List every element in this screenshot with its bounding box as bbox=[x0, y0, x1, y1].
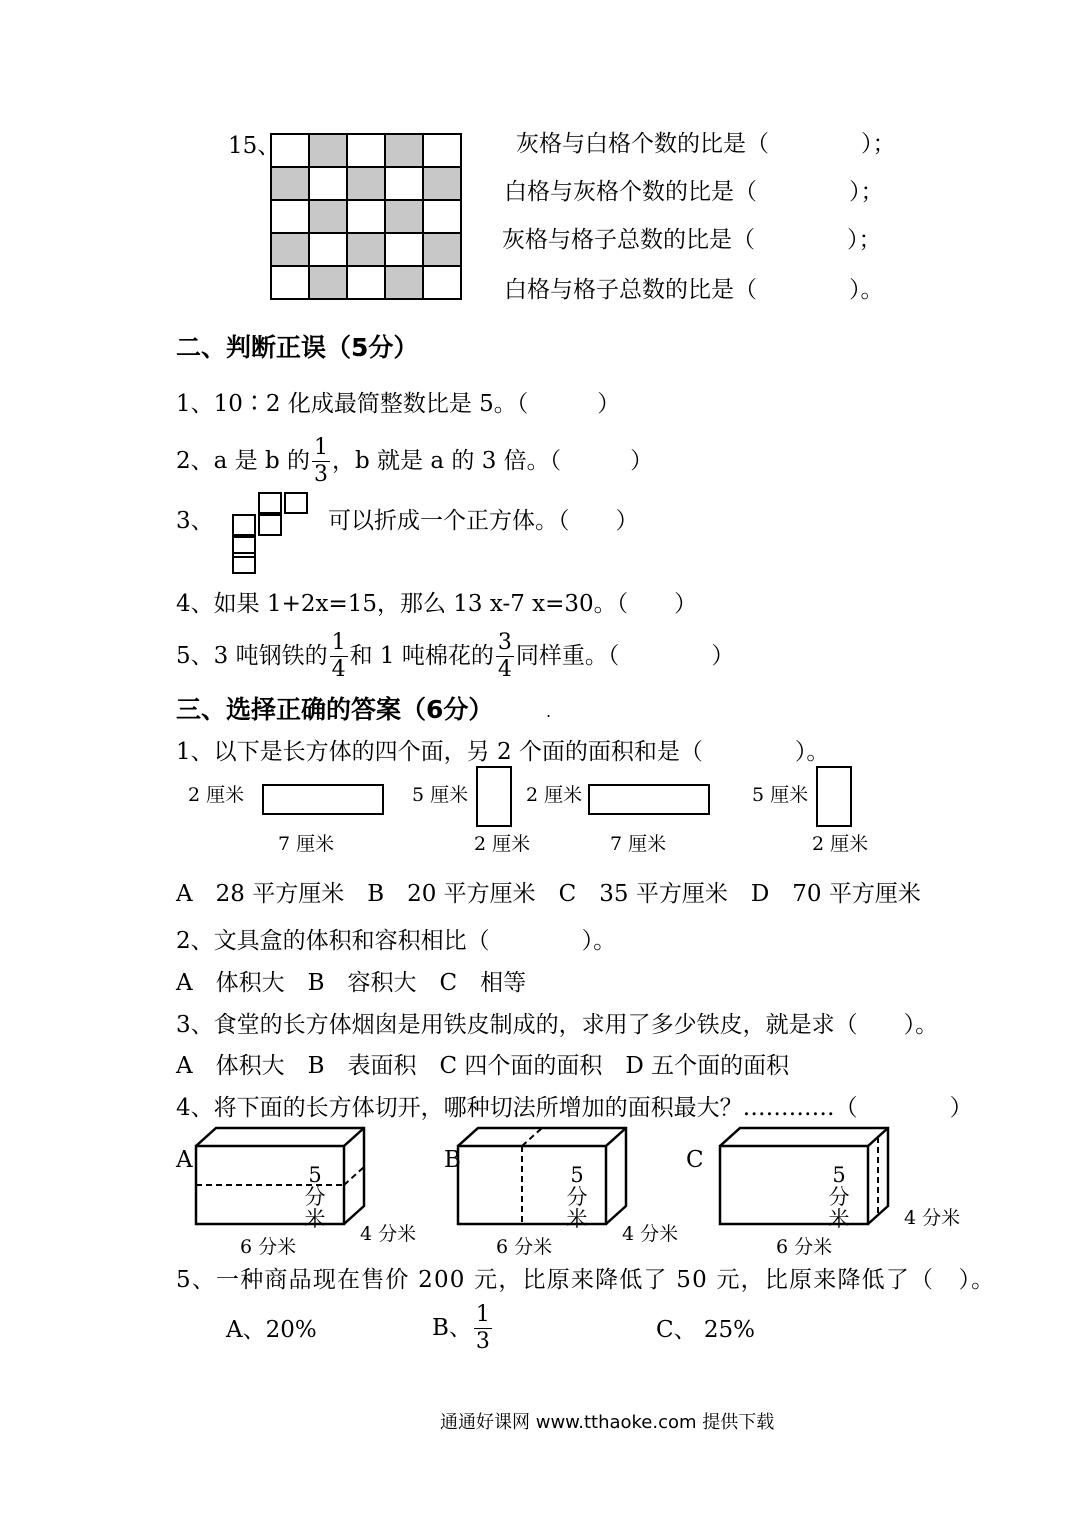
fraction-one-third-option bbox=[474, 1301, 492, 1354]
page-footer: 通通好课网 www.tthaoke.com 提供下载 bbox=[440, 1412, 775, 1433]
q15-line-4: 白格与格子总数的比是（ ）。 bbox=[504, 277, 884, 303]
s3-q2-options: A 体积大 B 容积大 C 相等 bbox=[176, 970, 527, 996]
s3-q5: 5、一种商品现在售价 200 元，比原来降低了 50 元，比原来降低了（ ）。 bbox=[176, 1267, 996, 1293]
face1-height-label: 2 厘米 bbox=[188, 784, 245, 806]
numerator: 1 bbox=[314, 434, 329, 460]
face4-width-label: 2 厘米 bbox=[812, 833, 869, 855]
stray-dot: . bbox=[546, 702, 552, 721]
s2-q5-pre: 5、3 吨钢铁的 bbox=[176, 643, 328, 669]
s3-q1: 1、以下是长方体的四个面，另 2 个面的面积和是（ ）。 bbox=[176, 739, 830, 765]
fraction-one-third bbox=[312, 434, 330, 487]
s2-q3-number: 3、 bbox=[176, 508, 214, 534]
box-b-width-label: 6 分米 bbox=[496, 1236, 553, 1258]
face4-height-label: 5 厘米 bbox=[752, 784, 809, 806]
face3-width-label: 7 厘米 bbox=[610, 833, 667, 855]
q15-line-1: 灰格与白格个数的比是（ ）； bbox=[516, 131, 896, 157]
checker-grid bbox=[270, 133, 462, 300]
face4-rect bbox=[816, 766, 852, 827]
s2-q5 bbox=[176, 626, 734, 686]
s3-q5-option-a: A、20% bbox=[226, 1317, 317, 1343]
face3-height-label: 2 厘米 bbox=[526, 784, 583, 806]
fraction-three-quarters bbox=[496, 629, 514, 682]
section3-title: 三、选择正确的答案（6分） bbox=[176, 695, 494, 724]
s2-q5-mid: 和 1 吨棉花的 bbox=[349, 643, 494, 669]
face2-width-label: 2 厘米 bbox=[474, 833, 531, 855]
s3-q2: 2、文具盒的体积和容积相比（ ）。 bbox=[176, 928, 617, 954]
fraction-one-quarter bbox=[330, 629, 348, 682]
s3-q4: 4、将下面的长方体切开，哪种切法所增加的面积最大？…………（ ） bbox=[176, 1095, 973, 1121]
s2-q2 bbox=[176, 431, 653, 491]
box-b-figure bbox=[456, 1126, 628, 1226]
s3-q3: 3、食堂的长方体烟囱是用铁皮制成的，求用了多少铁皮，就是求（ ）。 bbox=[176, 1012, 939, 1038]
s3-q5-option-c: C、 25% bbox=[656, 1317, 756, 1343]
box-c-height-label: 5分米 bbox=[828, 1163, 850, 1231]
denominator: 3 bbox=[475, 1328, 490, 1354]
box-c-width-label: 6 分米 bbox=[776, 1236, 833, 1258]
s2-q2-pre: 2、a 是 b 的 bbox=[176, 448, 311, 474]
s2-q5-post: 同样重。（ ） bbox=[515, 643, 735, 669]
face2-height-label: 5 厘米 bbox=[412, 784, 469, 806]
box-c-label: C bbox=[686, 1147, 704, 1173]
box-b-height-label: 5分米 bbox=[566, 1163, 588, 1231]
s2-q4: 4、如果 1+2x=15，那么 13 x-7 x=30。（ ） bbox=[176, 591, 698, 617]
numerator: 1 bbox=[331, 629, 346, 655]
face2-rect bbox=[476, 766, 512, 827]
box-c-figure bbox=[718, 1126, 892, 1226]
s3-q3-options: A 体积大 B 表面积 C 四个面的面积 D 五个面的面积 bbox=[176, 1053, 790, 1079]
denominator: 4 bbox=[497, 656, 512, 682]
q15-line-2: 白格与灰格个数的比是（ ）； bbox=[504, 179, 884, 205]
box-b-label: B bbox=[444, 1147, 461, 1173]
box-a-depth-label: 4 分米 bbox=[360, 1223, 417, 1245]
numerator: 3 bbox=[497, 629, 512, 655]
face3-rect bbox=[588, 784, 710, 815]
s2-q2-post: ，b 就是 a 的 3 倍。（ ） bbox=[332, 448, 654, 474]
s3-q5-option-b bbox=[432, 1298, 494, 1358]
denominator: 3 bbox=[314, 461, 329, 487]
s3-q1-options: A 28 平方厘米 B 20 平方厘米 C 35 平方厘米 D 70 平方厘米 bbox=[176, 881, 921, 907]
q15-line-3: 灰格与格子总数的比是（ ）； bbox=[502, 227, 882, 253]
face1-rect bbox=[262, 784, 384, 815]
box-b-depth-label: 4 分米 bbox=[622, 1223, 679, 1245]
s2-q3-text: 可以折成一个正方体。（ ） bbox=[328, 508, 639, 534]
box-a-height-label: 5分米 bbox=[304, 1163, 326, 1231]
box-a-width-label: 6 分米 bbox=[240, 1236, 297, 1258]
face1-width-label: 7 厘米 bbox=[278, 833, 335, 855]
numerator: 1 bbox=[475, 1301, 490, 1327]
box-a-label: A bbox=[176, 1147, 193, 1173]
s2-q1: 1、10∶2 化成最简整数比是 5。（ ） bbox=[176, 391, 621, 417]
section2-title: 二、判断正误（5分） bbox=[176, 333, 419, 362]
box-c-depth-label: 4 分米 bbox=[904, 1207, 961, 1229]
box-a-figure bbox=[194, 1126, 366, 1226]
q15-number: 15、 bbox=[228, 133, 281, 159]
option-b-prefix: B、 bbox=[432, 1315, 472, 1341]
denominator: 4 bbox=[331, 656, 346, 682]
